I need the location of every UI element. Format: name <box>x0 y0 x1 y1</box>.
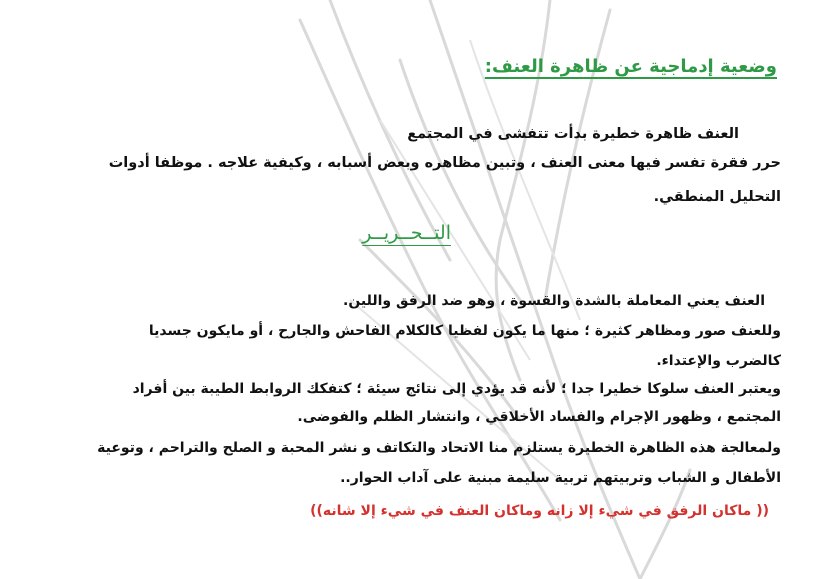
body-line-2: وللعنف صور ومظاهر كثيرة ؛ منها ما يكون لفظيا كالكلام الفاحش والجارح ، أو مايكون جسديا <box>148 323 781 339</box>
section-heading: التــحــريــر <box>362 222 451 244</box>
body-line-5: المجتمع ، وظهور الإجرام والفساد الأخلاقي ، وانتشار الظلم والفوضى. <box>297 409 781 425</box>
body-line-7: الأطفال و الشباب وتربيتهم تربية سليمة مبنية على آداب الحوار.. <box>340 470 781 486</box>
document-title: وضعية إدماجية عن ظاهرة العنف: <box>484 56 777 77</box>
prompt-line-3: التحليل المنطقي. <box>653 189 781 205</box>
body-line-4: ويعتبر العنف سلوكا خطيرا جدا ؛ لأنه قد يؤدي إلى نتائج سيئة ؛ كتفكك الروابط الطيبة بين أفراد <box>132 381 781 397</box>
body-line-6: ولمعالجة هذه الظاهرة الخطيرة يستلزم منا الاتحاد والتكاتف و نشر المحبة و الصلح والتراحم ، وتوعية <box>97 440 781 456</box>
prompt-line-2: حرر فقرة تفسر فيها معنى العنف ، وتبين مظاهره وبعض أسبابه ، وكيفية علاجه . موظفا أدوات <box>108 155 781 171</box>
hadith-quote: (( ماكان الرفق في شيء إلا زانه وماكان العنف في شيء إلا شانه)) <box>310 503 769 519</box>
body-line-3: كالضرب والإعتداء. <box>656 353 781 369</box>
body-line-1: العنف يعني المعاملة بالشدة والقسوة ، وهو ضد الرفق واللين. <box>343 293 765 309</box>
prompt-line-1: العنف ظاهرة خطيرة بدأت تتفشى في المجتمع <box>407 126 739 142</box>
